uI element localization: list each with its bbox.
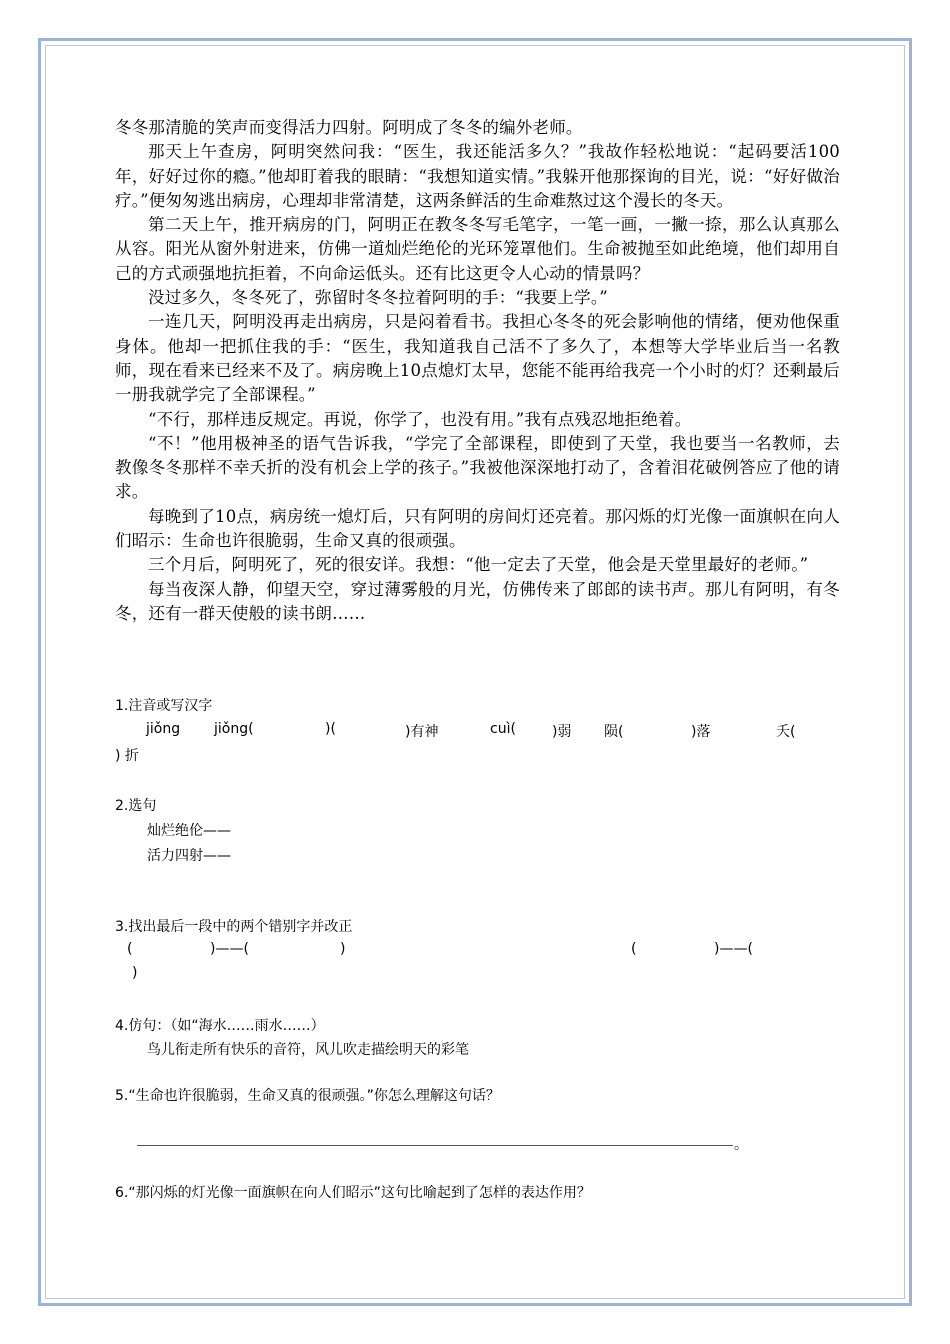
q5-period: 。	[734, 1137, 748, 1153]
q2-line: 灿烂绝伦——	[147, 823, 231, 839]
story-paragraph: 一连几天，阿明没再走出病房，只是闷着看书。我担心冬冬的死会影响他的情绪，便劝他保重身体。他却一把抓住我的手：“医生，我知道我自己活不了多久了，本想等大学毕业后当一名教师，现在看来已经来不及了。病房晚上10点熄灯太早，您能不能再给我亮一个小时的灯？还剩最后一册我就学完了全部课程。”	[115, 312, 840, 405]
story-text	[115, 116, 840, 626]
q1-item: 陨(	[604, 724, 624, 740]
q3-item: (	[127, 941, 133, 957]
q1-item: cuì(	[490, 721, 516, 737]
question-2-title: 2.选句	[115, 798, 157, 814]
q3-item: )——(	[714, 941, 753, 957]
story-paragraph: 冬冬那清脆的笑声而变得活力四射。阿明成了冬冬的编外老师。	[115, 118, 583, 137]
q1-item: ) 折	[115, 748, 139, 764]
story-paragraph: 每当夜深人静，仰望天空，穿过薄雾般的月光，仿佛传来了郎郎的读书声。那儿有阿明，有冬冬，还有一群天使般的读书朗……	[115, 579, 840, 623]
q1-item: )落	[691, 724, 711, 740]
q1-item: jiǒng	[146, 721, 181, 737]
story-paragraph: 那天上午查房，阿明突然问我：“医生，我还能活多久？”我故作轻松地说：“起码要活100年，好好过你的瘾。”他却盯着我的眼睛：“我想知道实情。”我躲开他那探询的目光，说：“好好做治疗。”便匆匆逃出病房，心理却非常清楚，这两条鲜活的生命难熬过这个漫长的冬天。	[115, 142, 840, 210]
question-6-title: 6.“那闪烁的灯光像一面旗帜在向人们昭示”这句比喻起到了怎样的表达作用？	[115, 1185, 591, 1201]
story-paragraph: 第二天上午，推开病房的门，阿明正在教冬冬写毛笔字，一笔一画，一撇一捺，那么认真那么从容。阳光从窗外射进来，仿佛一道灿烂绝伦的光环笼罩他们。生命被抛至如此绝境，他们却用自己的方式顽强地抗拒着，不向命运低头。还有比这更令人心动的情景吗？	[115, 215, 840, 283]
q1-item: jiǒng(	[214, 721, 254, 737]
question-1-title: 1.注音或写汉字	[115, 698, 213, 714]
story-paragraph: “不行，那样违反规定。再说，你学了，也没有用。”我有点残忍地拒绝着。	[148, 409, 692, 429]
q1-item: )(	[325, 721, 336, 737]
story-paragraph: “不！”他用极神圣的语气告诉我，“学完了全部课程，即使到了天堂，我也要当一名教师，去教像冬冬那样不幸夭折的没有机会上学的孩子。”我被他深深地打动了，含着泪花破例答应了他的请求。	[115, 433, 840, 502]
q3-item: )	[340, 941, 346, 957]
q1-item: )弱	[552, 724, 572, 740]
question-5-title: 5.“生命也许很脆弱，生命又真的很顽强。”你怎么理解这句话？	[115, 1088, 500, 1104]
q1-item: 夭(	[776, 724, 796, 740]
story-paragraph: 每晚到了10点，病房统一熄灯后，只有阿明的房间灯还亮着。那闪烁的灯光像一面旗帜在向人们昭示：生命也许很脆弱，生命又真的很顽强。	[115, 506, 840, 551]
q3-item: (	[631, 941, 637, 957]
q5-answer-line[interactable]	[137, 1145, 733, 1146]
q2-line: 活力四射——	[147, 848, 231, 864]
q3-item: )	[132, 965, 138, 981]
question-3-title: 3.找出最后一段中的两个错别字并改正	[115, 919, 353, 935]
q4-example-line: 鸟儿衔走所有快乐的音符，风儿吹走描绘明天的彩笔	[147, 1042, 469, 1058]
story-paragraph: 三个月后，阿明死了，死的很安详。我想：“他一定去了天堂，他会是天堂里最好的老师。”	[148, 555, 809, 575]
story-paragraph: 没过多久，冬冬死了，弥留时冬冬拉着阿明的手：“我要上学。”	[148, 288, 608, 308]
question-4-title: 4.仿句：（如“海水……雨水……）	[115, 1018, 325, 1034]
q1-item: )有神	[405, 724, 439, 740]
q3-item: )——(	[210, 941, 249, 957]
